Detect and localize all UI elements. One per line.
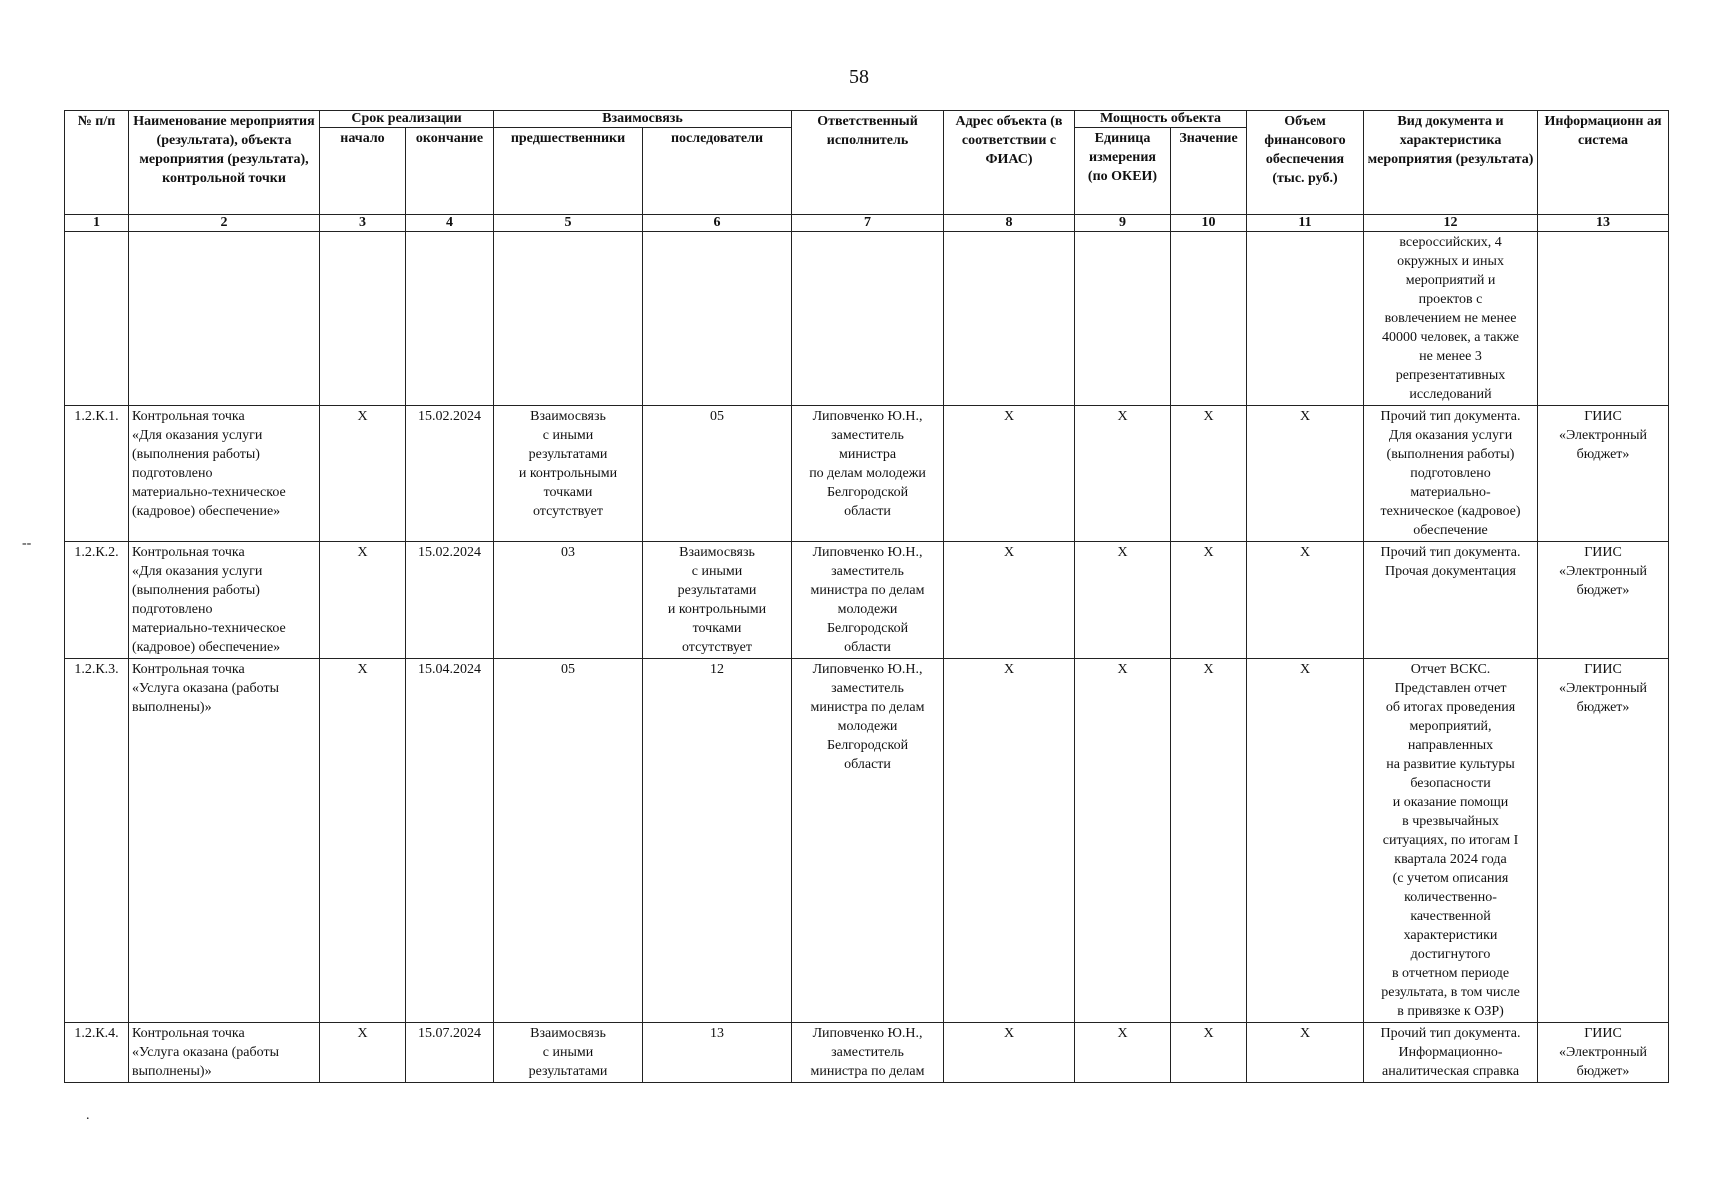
cell-unit [1075,232,1171,406]
cell-document: Прочий тип документа. Прочая документация [1364,542,1538,659]
header-capacity-unit: Единица измерения (по ОКЕИ) [1075,128,1171,215]
cell-responsible: Липовченко Ю.Н., заместитель министра по делам молодежи Белгородской области [792,659,944,1023]
table-row [65,1023,1669,1083]
cell-value [1171,232,1247,406]
column-number: 4 [406,215,494,232]
cell-address: X [944,542,1075,659]
cell-address [944,232,1075,406]
cell-start: X [320,406,406,542]
table-row [65,232,1669,406]
header-capacity: Мощность объекта [1075,111,1247,128]
header-name: Наименование мероприятия (результата), объекта мероприятия (результата), контрольной точки [129,111,320,215]
cell-document: всероссийских, 4 окружных и иных мероприятий и проектов с вовлечением не менее 40000 человек, а также не менее 3 репрезентативных исследований [1364,232,1538,406]
cell-system: ГИИС «Электронный бюджет» [1538,542,1669,659]
cell-system: ГИИС «Электронный бюджет» [1538,659,1669,1023]
cell-predecessors: Взаимосвязь с иными результатами [494,1023,643,1083]
header-term-end: окончание [406,128,494,215]
cell-value: X [1171,1023,1247,1083]
cell-predecessors: Взаимосвязь с иными результатами и контрольными точками отсутствует [494,406,643,542]
cell-successors: 13 [643,1023,792,1083]
header-finance: Объем финансового обеспечения (тыс. руб.) [1247,111,1364,215]
cell-name: Контрольная точка «Для оказания услуги (выполнения работы) подготовлено материально-техническое (кадровое) обеспечение» [129,542,320,659]
cell-system: ГИИС «Электронный бюджет» [1538,406,1669,542]
cell-value: X [1171,406,1247,542]
column-number: 12 [1364,215,1538,232]
cell-start: X [320,659,406,1023]
cell-number: 1.2.К.2. [65,542,129,659]
cell-document: Отчет ВСКС. Представлен отчет об итогах проведения мероприятий, направленных на развитие культуры безопасности и оказание помощи в чрезвычайных ситуациях, по итогам I квартала 2024 года (с учетом описания количественно- качественной характеристики достигнутого в отчетном периоде результата, в том числе в привязке к ОЗР) [1364,659,1538,1023]
cell-responsible: Липовченко Ю.Н., заместитель министра по делам молодежи Белгородской области [792,542,944,659]
cell-finance: X [1247,542,1364,659]
cell-number: 1.2.К.1. [65,406,129,542]
column-number-row [65,215,1669,232]
cell-document: Прочий тип документа. Для оказания услуги (выполнения работы) подготовлено материально- техническое (кадровое) обеспечение [1364,406,1538,542]
cell-finance [1247,232,1364,406]
header-predecessors: предшественники [494,128,643,215]
cell-predecessors: 03 [494,542,643,659]
cell-responsible: Липовченко Ю.Н., заместитель министра по делам молодежи Белгородской области [792,406,944,542]
column-number: 10 [1171,215,1247,232]
header-responsible: Ответственный исполнитель [792,111,944,215]
cell-number: 1.2.К.3. [65,659,129,1023]
cell-number [65,232,129,406]
header-relations: Взаимосвязь [494,111,792,128]
column-number: 9 [1075,215,1171,232]
column-number: 1 [65,215,129,232]
cell-start: X [320,542,406,659]
cell-predecessors: 05 [494,659,643,1023]
column-number: 6 [643,215,792,232]
header-row-1 [65,111,1669,128]
cell-end: 15.04.2024 [406,659,494,1023]
cell-name [129,232,320,406]
cell-document: Прочий тип документа. Информационно- аналитическая справка [1364,1023,1538,1083]
cell-end: 15.02.2024 [406,542,494,659]
cell-start: X [320,1023,406,1083]
cell-end: 15.07.2024 [406,1023,494,1083]
cell-responsible [792,232,944,406]
cell-finance: X [1247,1023,1364,1083]
cell-unit: X [1075,1023,1171,1083]
events-table [64,110,1669,1083]
cell-successors [643,232,792,406]
cell-predecessors [494,232,643,406]
cell-value: X [1171,659,1247,1023]
cell-system [1538,232,1669,406]
header-term: Срок реализации [320,111,494,128]
cell-name: Контрольная точка «Для оказания услуги (выполнения работы) подготовлено материально-техническое (кадровое) обеспечение» [129,406,320,542]
cell-name: Контрольная точка «Услуга оказана (работы выполнены)» [129,659,320,1023]
cell-unit: X [1075,406,1171,542]
column-number: 2 [129,215,320,232]
column-number: 5 [494,215,643,232]
margin-mark-dash: -- [22,536,32,551]
header-number: № п/п [65,111,129,215]
cell-finance: X [1247,659,1364,1023]
cell-successors: Взаимосвязь с иными результатами и контрольными точками отсутствует [643,542,792,659]
header-capacity-value: Значение [1171,128,1247,215]
page-number: 58 [849,66,869,88]
cell-unit: X [1075,659,1171,1023]
cell-name: Контрольная точка «Услуга оказана (работы выполнены)» [129,1023,320,1083]
margin-mark-dot: . [86,1108,90,1123]
header-document: Вид документа и характеристика мероприятия (результата) [1364,111,1538,215]
header-successors: последователи [643,128,792,215]
cell-end [406,232,494,406]
header-term-start: начало [320,128,406,215]
cell-system: ГИИС «Электронный бюджет» [1538,1023,1669,1083]
header-system: Информационн ая система [1538,111,1669,215]
table-row [65,659,1669,1023]
cell-finance: X [1247,406,1364,542]
cell-address: X [944,406,1075,542]
table-row [65,542,1669,659]
cell-end: 15.02.2024 [406,406,494,542]
cell-unit: X [1075,542,1171,659]
cell-successors: 05 [643,406,792,542]
cell-number: 1.2.К.4. [65,1023,129,1083]
cell-address: X [944,1023,1075,1083]
column-number: 7 [792,215,944,232]
column-number: 3 [320,215,406,232]
cell-responsible: Липовченко Ю.Н., заместитель министра по делам [792,1023,944,1083]
cell-value: X [1171,542,1247,659]
cell-address: X [944,659,1075,1023]
column-number: 11 [1247,215,1364,232]
column-number: 8 [944,215,1075,232]
column-number: 13 [1538,215,1669,232]
cell-successors: 12 [643,659,792,1023]
header-address: Адрес объекта (в соответствии с ФИАС) [944,111,1075,215]
table-row [65,406,1669,542]
cell-start [320,232,406,406]
